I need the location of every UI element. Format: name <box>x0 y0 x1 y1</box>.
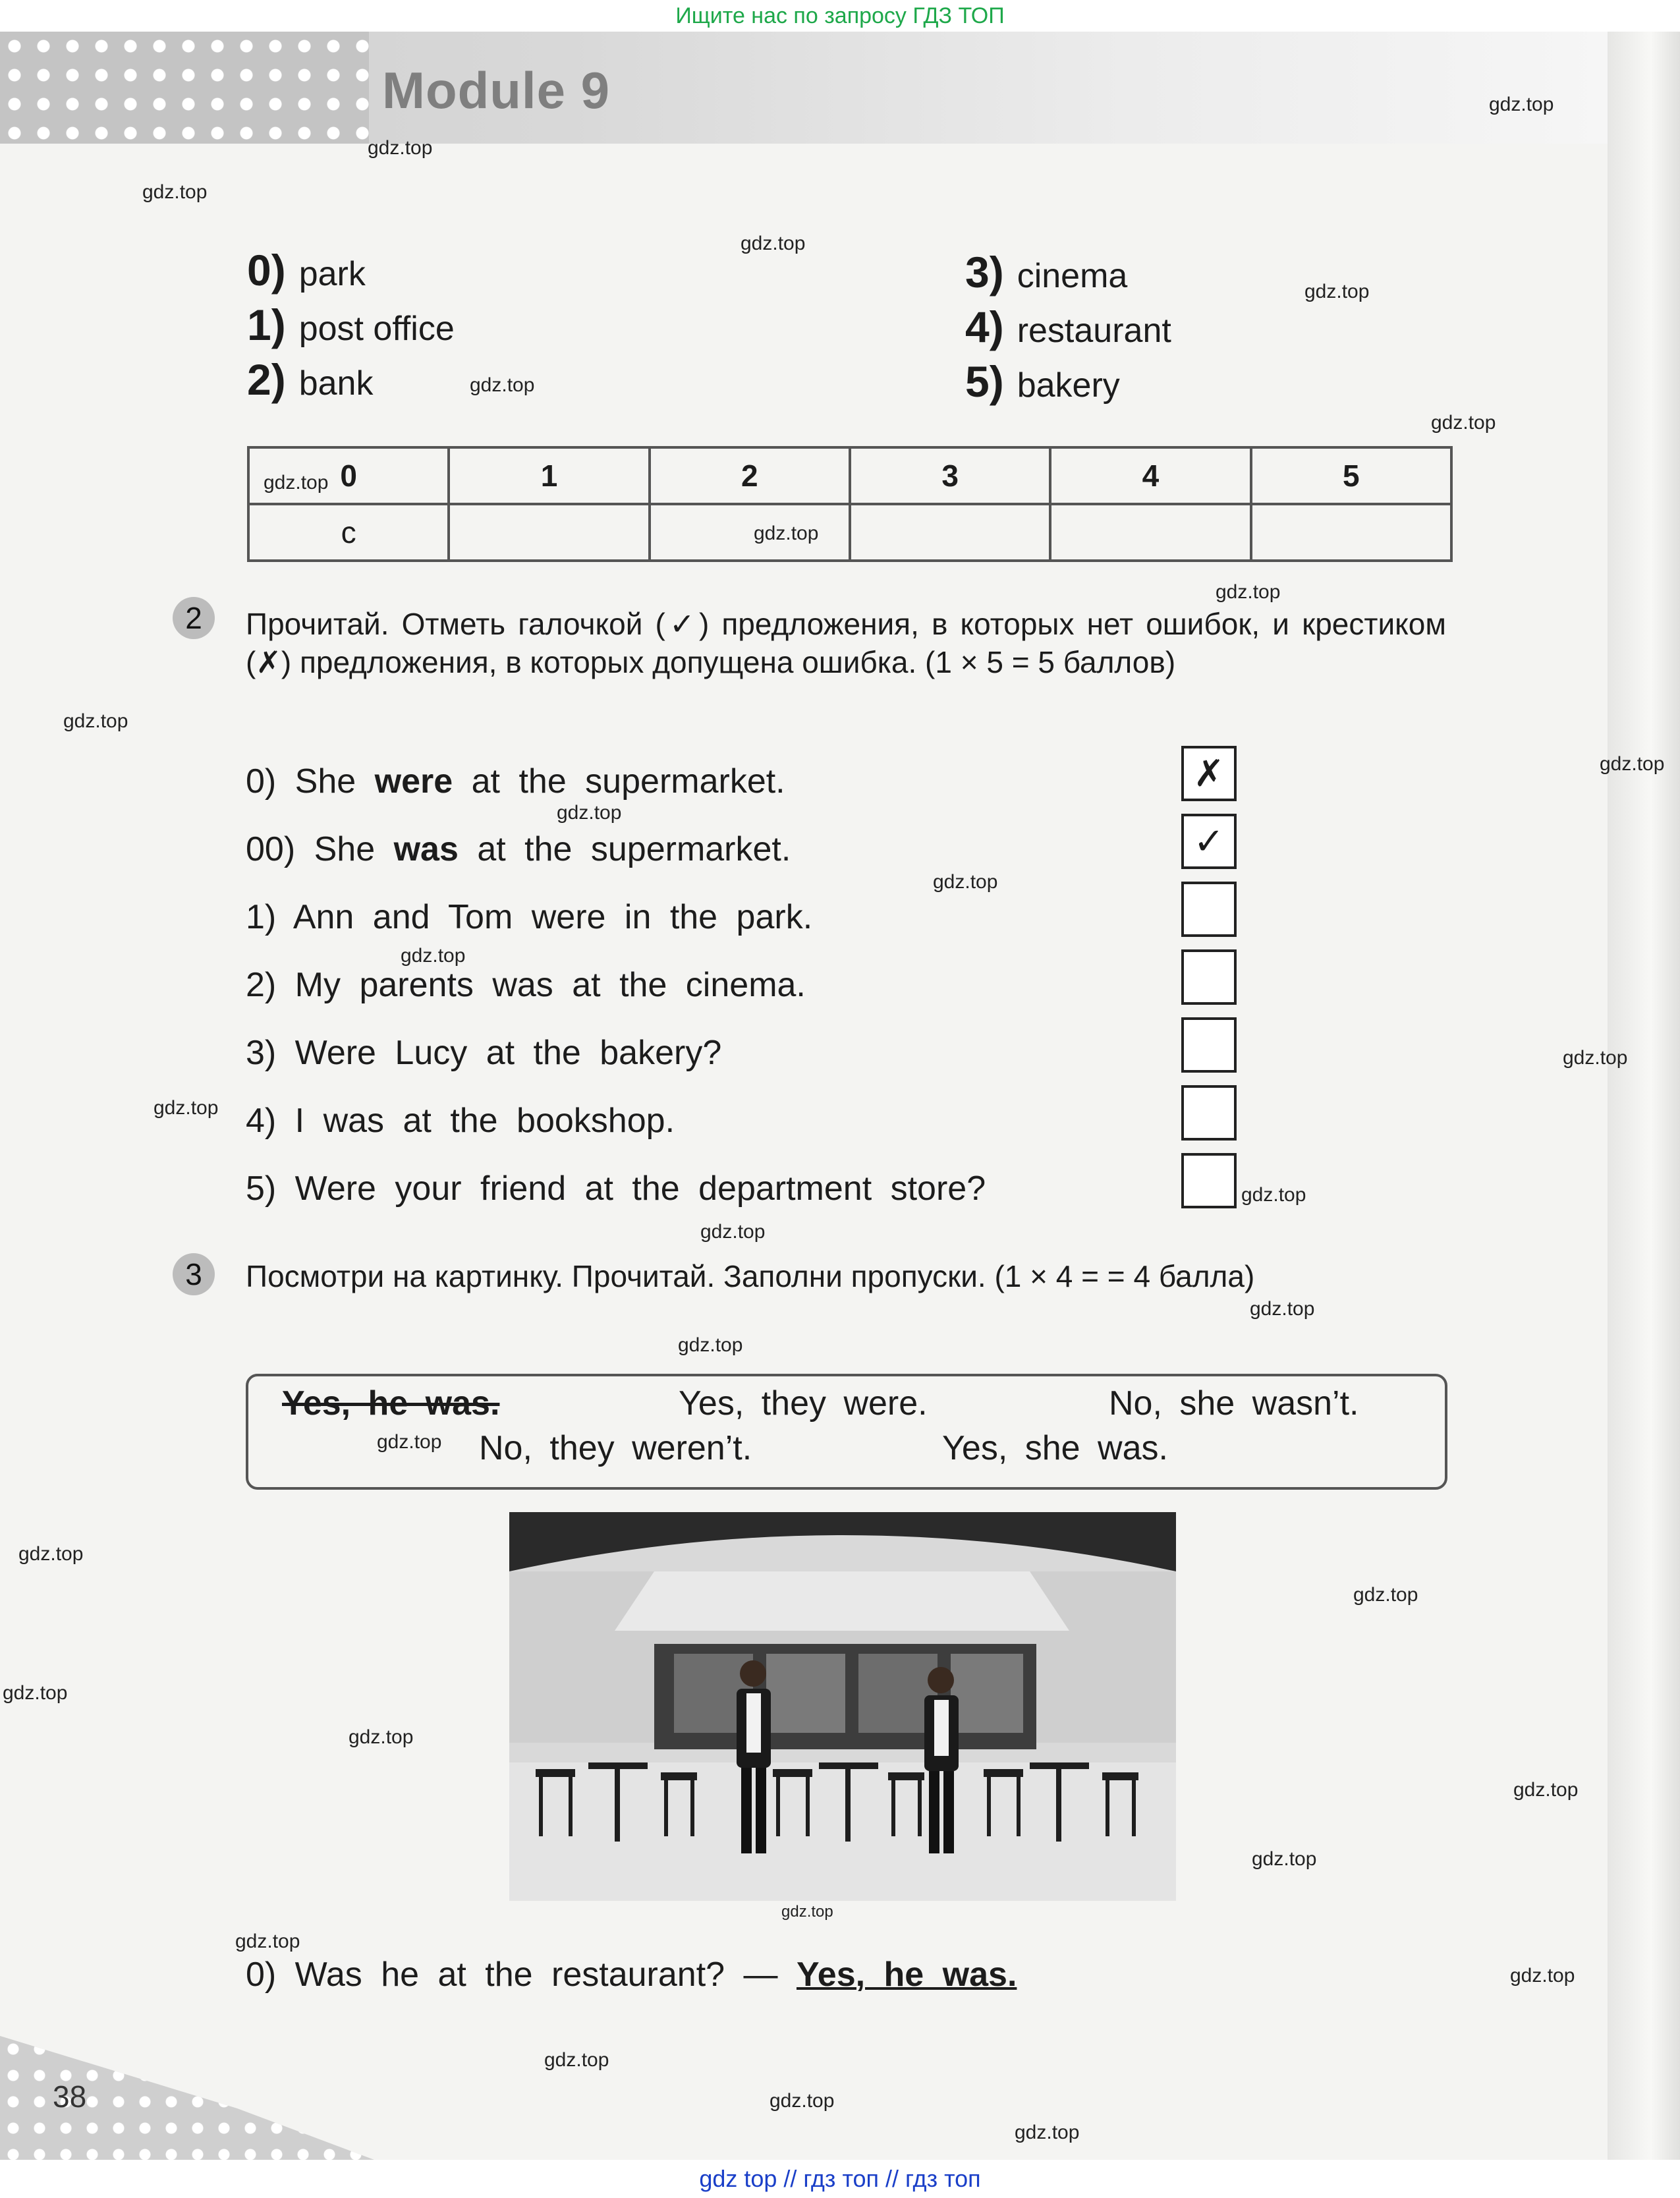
option-no-she-wasnt: No, she wasn’t. <box>1109 1384 1359 1423</box>
watermark: gdz.top <box>401 945 466 967</box>
checkbox-1[interactable] <box>1181 882 1237 937</box>
watermark: gdz.top <box>368 137 433 159</box>
watermark: gdz.top <box>18 1543 84 1565</box>
option-no-they-werent: No, they weren’t. <box>479 1429 752 1467</box>
sentence-3: 3) Were Lucy at the bakery? <box>246 1034 722 1072</box>
watermark: gdz.top <box>1241 1184 1306 1206</box>
watermark: gdz.top <box>544 2049 609 2071</box>
option-yes-she-was: Yes, she was. <box>942 1429 1168 1467</box>
watermark: gdz.top <box>235 1930 300 1952</box>
watermark: gdz.top <box>1015 2122 1080 2143</box>
answer-5: 5) bakery <box>965 357 1120 406</box>
checkbox-00[interactable]: ✓ <box>1181 814 1237 869</box>
watermark: gdz.top <box>933 871 998 893</box>
option-yes-he-was: Yes, he was. <box>282 1384 500 1423</box>
answer-0: 0) park <box>247 246 366 295</box>
watermark: gdz.top <box>1304 281 1370 302</box>
watermark: gdz.top <box>700 1221 766 1243</box>
restaurant-picture <box>509 1512 1176 1901</box>
sentence-0: 0) She were at the supermarket. <box>246 762 785 801</box>
watermark: gdz.top <box>1431 412 1496 434</box>
checkbox-2[interactable] <box>1181 949 1237 1005</box>
watermark: gdz.top <box>1250 1298 1315 1320</box>
checkbox-3[interactable] <box>1181 1017 1237 1073</box>
watermark: gdz.top <box>557 802 622 824</box>
exercise-2-number: 2 <box>173 597 215 639</box>
watermark: gdz.top <box>377 1431 442 1453</box>
watermark: gdz.top <box>781 1903 833 1921</box>
watermark: gdz.top <box>1252 1848 1317 1870</box>
table-answer-row <box>248 504 1451 561</box>
table-header-cell: 3 <box>850 447 1050 504</box>
sentence-4: 4) I was at the bookshop. <box>246 1102 675 1140</box>
exercise-2-instruction: Прочитай. Отметь галочкой (✓) предложения, в которых нет ошибок, и крестиком (✗) предложения, в которых допущена ошибка. (1 × 5 = 5 баллов) <box>246 607 1446 679</box>
table-header-cell: 4 <box>1050 447 1250 504</box>
watermark: gdz.top <box>770 2090 835 2112</box>
watermark: gdz.top <box>1216 581 1281 603</box>
table-answer-cell[interactable] <box>650 504 850 561</box>
page-edge <box>1608 32 1680 2160</box>
watermark: gdz.top <box>142 181 208 203</box>
checkbox-5[interactable] <box>1181 1153 1237 1208</box>
watermark: gdz.top <box>1510 1965 1575 1987</box>
sentence-5: 5) Were your friend at the department store? <box>246 1169 986 1208</box>
watermark: gdz.top <box>1353 1584 1418 1606</box>
exercise-3-instruction: Посмотри на картинку. Прочитай. Заполни пропуски. (1 × 4 = = 4 балла) <box>246 1259 1255 1293</box>
example-answer: Yes, he was. <box>796 1956 1017 1994</box>
watermark: gdz.top <box>63 710 128 732</box>
checkbox-0[interactable]: ✗ <box>1181 746 1237 801</box>
table-answer-cell[interactable] <box>850 504 1050 561</box>
table-header-cell: 1 <box>449 447 649 504</box>
bottom-banner: gdz top // гдз топ // гдз топ <box>0 2160 1680 2198</box>
sentence-00: 00) She was at the supermarket. <box>246 830 791 868</box>
top-banner: Ищите нас по запросу ГДЗ ТОП <box>0 0 1680 32</box>
table-header-row <box>248 447 1451 504</box>
watermark: gdz.top <box>470 374 535 396</box>
answer-table <box>247 446 1453 562</box>
watermark: gdz.top <box>754 522 819 544</box>
table-header-cell: 2 <box>650 447 850 504</box>
module-title: Module 9 <box>382 61 611 119</box>
answer-4: 4) restaurant <box>965 302 1171 351</box>
watermark: gdz.top <box>1489 94 1554 115</box>
sentence-1: 1) Ann and Tom were in the park. <box>246 898 813 936</box>
table-answer-cell[interactable] <box>1251 504 1451 561</box>
answer-3: 3) cinema <box>965 248 1128 296</box>
watermark: gdz.top <box>264 472 329 493</box>
option-yes-they-were: Yes, they were. <box>679 1384 928 1423</box>
watermark: gdz.top <box>349 1726 414 1748</box>
watermark: gdz.top <box>741 233 806 254</box>
page-number: 38 <box>53 2079 87 2114</box>
sentence-2: 2) My parents was at the cinema. <box>246 966 806 1004</box>
watermark: gdz.top <box>3 1682 68 1704</box>
checkbox-4[interactable] <box>1181 1085 1237 1141</box>
watermark: gdz.top <box>1513 1779 1579 1801</box>
exercise-3-number: 3 <box>173 1253 215 1295</box>
watermark: gdz.top <box>1600 753 1665 775</box>
dot-pattern <box>0 32 369 144</box>
table-answer-cell[interactable] <box>449 504 649 561</box>
answer-1: 1) post office <box>247 300 455 349</box>
watermark: gdz.top <box>1563 1047 1628 1069</box>
example-line <box>246 1955 1017 1994</box>
watermark: gdz.top <box>678 1334 743 1356</box>
table-header-cell: 0 <box>248 447 449 504</box>
table-answer-cell[interactable] <box>1050 504 1250 561</box>
answer-2: 2) bank <box>247 355 374 404</box>
watermark: gdz.top <box>154 1097 219 1119</box>
example-question: 0) Was he at the restaurant? — <box>246 1956 778 1994</box>
table-answer-cell[interactable]: c <box>248 504 449 561</box>
table-header-cell: 5 <box>1251 447 1451 504</box>
